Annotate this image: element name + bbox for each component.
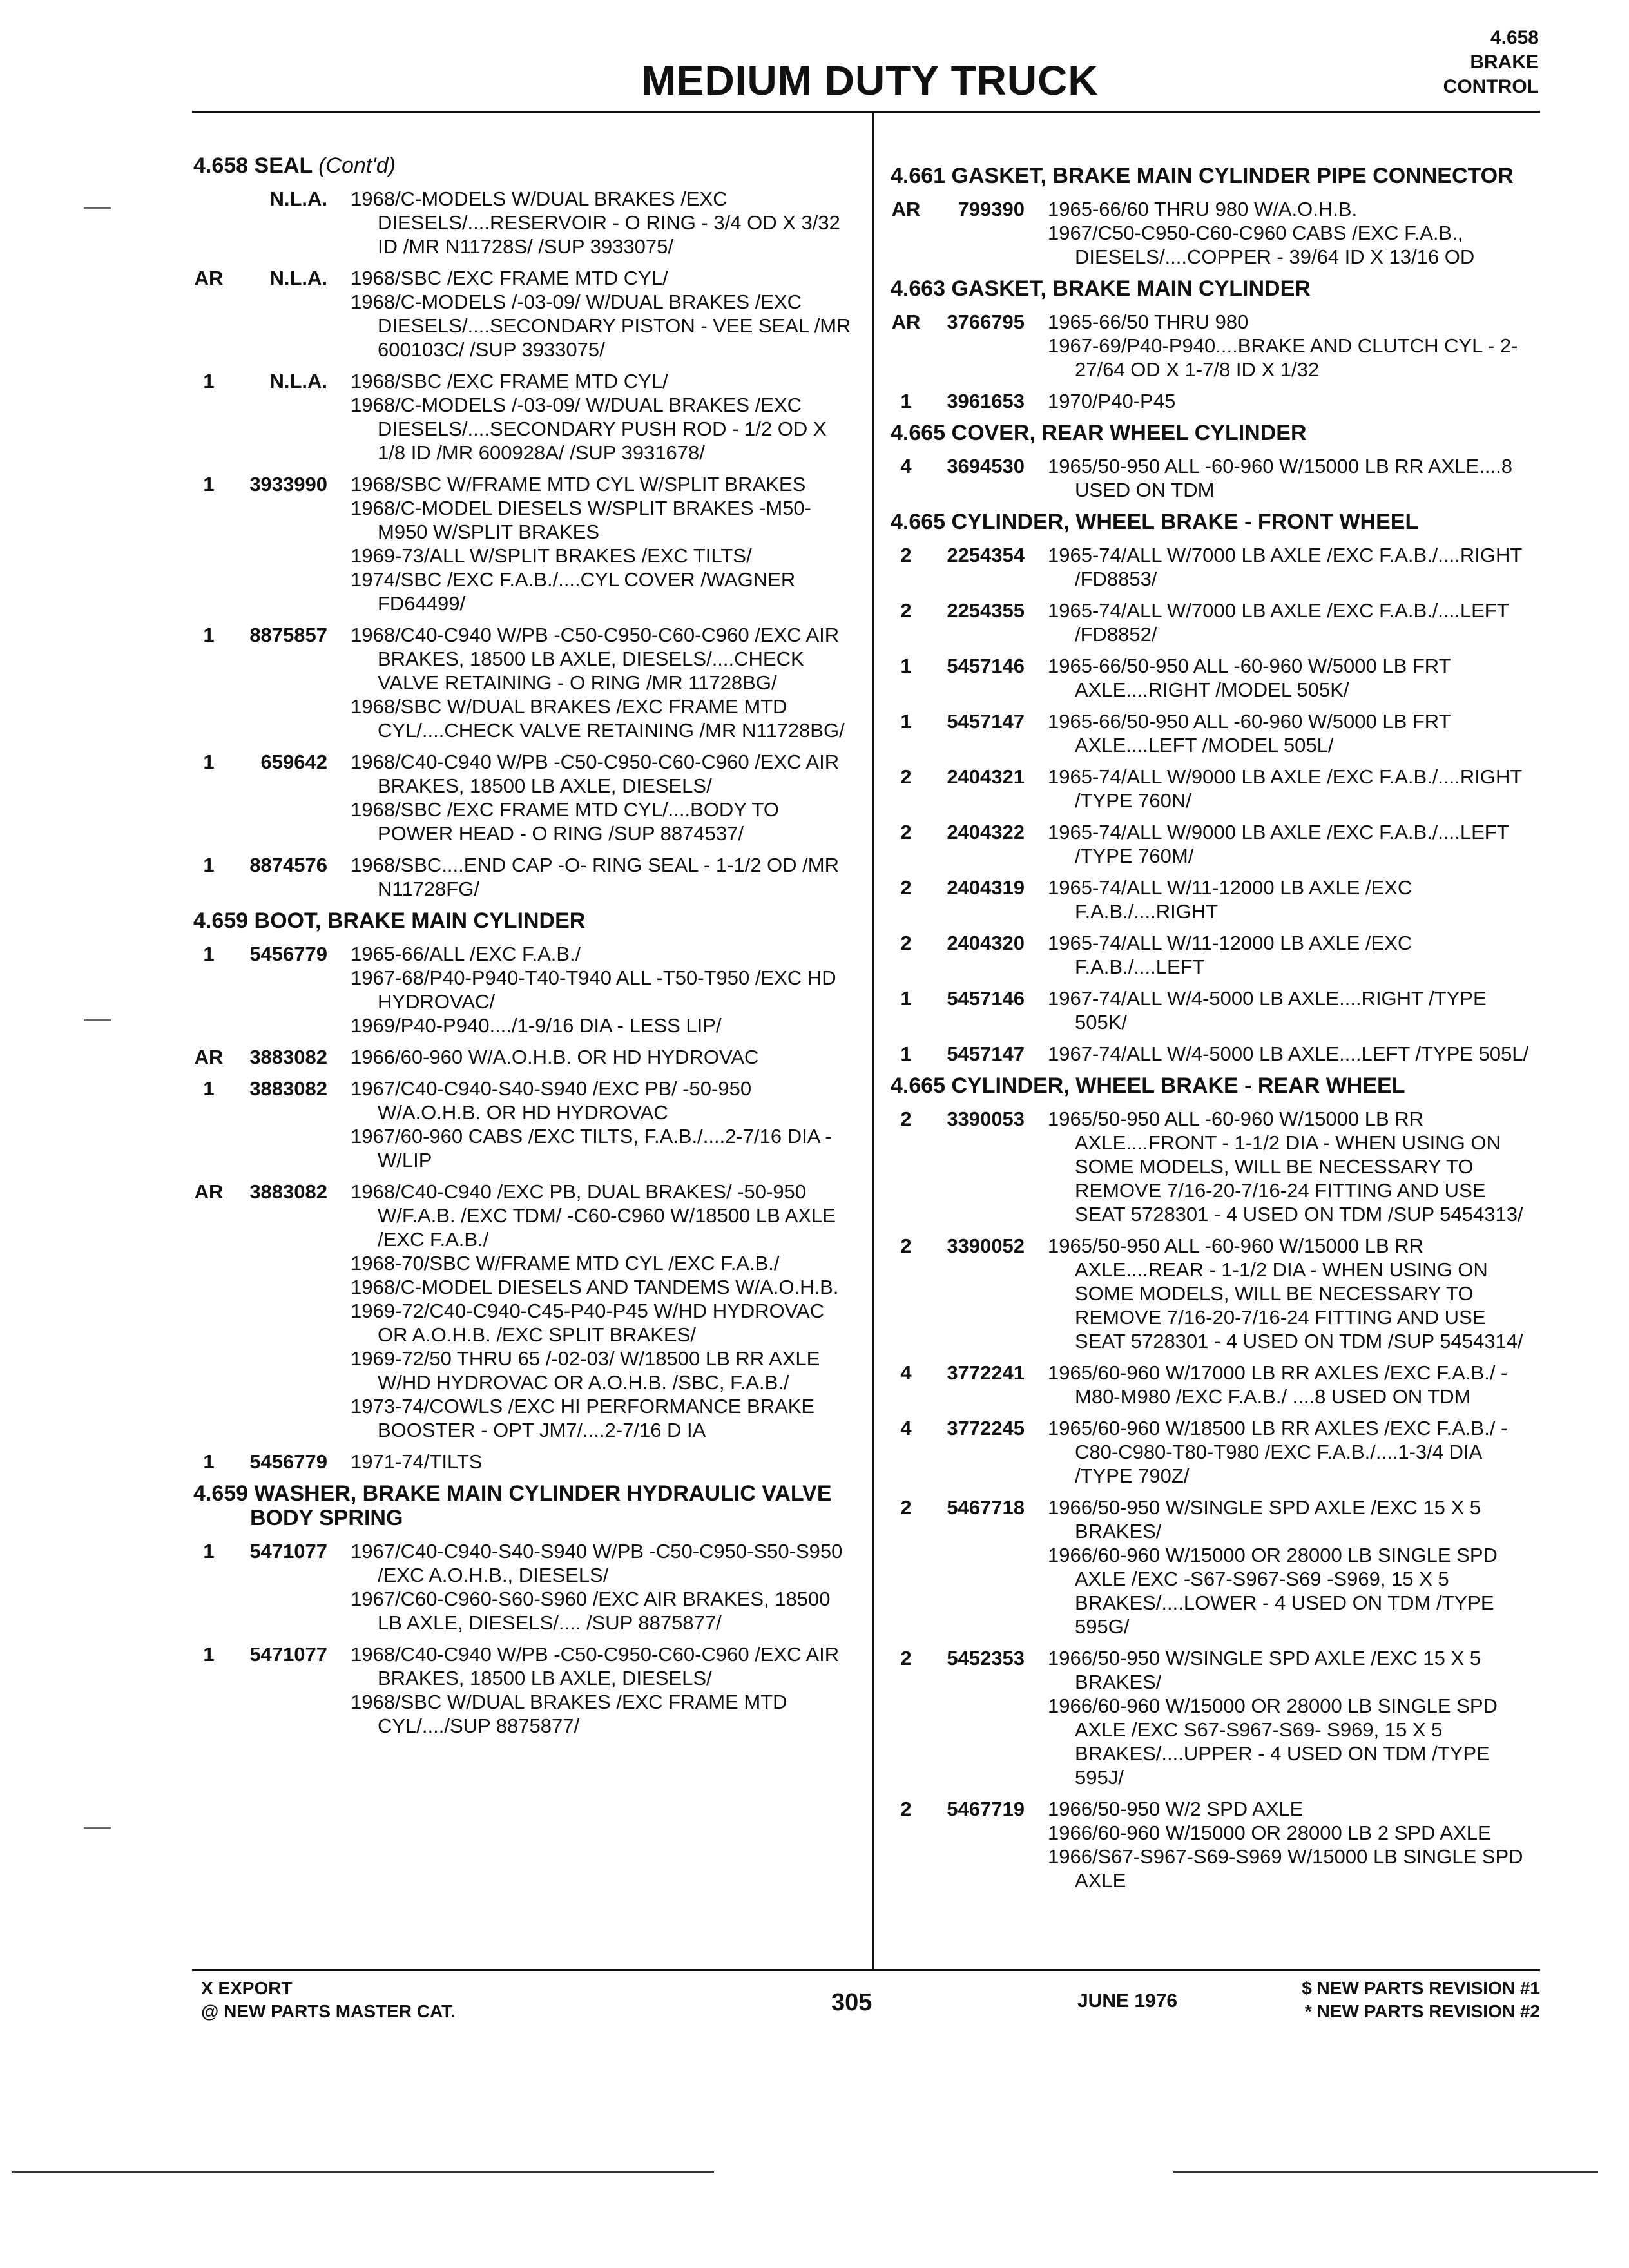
section-code: 4.661 — [891, 164, 946, 188]
application-line: 1965-74/ALL W/9000 LB AXLE /EXC F.A.B./....RIGHT /TYPE 760N/ — [1048, 765, 1522, 812]
part-entry — [891, 1416, 1541, 1488]
part-quantity: 1 — [203, 370, 215, 392]
application-line: 1968/C-MODEL DIESELS AND TANDEMS W/A.O.H.B. — [351, 1276, 839, 1298]
part-quantity: 2 — [900, 1798, 912, 1820]
part-quantity: 1 — [900, 987, 912, 1010]
application-line: 1968/SBC....END CAP -O- RING SEAL - 1-1/2 OD /MR N11728FG/ — [351, 854, 839, 900]
part-entry — [891, 765, 1541, 812]
part-quantity: 1 — [203, 473, 215, 495]
application-line: 1965-66/50-950 ALL -60-960 W/5000 LB FRT AXLE....RIGHT /MODEL 505K/ — [1048, 655, 1451, 701]
part-application — [1048, 197, 1541, 269]
application-line: 1967/60-960 CABS /EXC TILTS, F.A.B./....2-7/16 DIA - W/LIP — [351, 1125, 832, 1171]
column-divider — [872, 113, 874, 1970]
part-quantity: 2 — [900, 1235, 912, 1257]
part-quantity — [193, 187, 224, 258]
part-quantity: 1 — [900, 390, 912, 412]
application-line: 1965-66/50-950 ALL -60-960 W/5000 LB FRT AXLE....LEFT /MODEL 505L/ — [1048, 710, 1451, 756]
application-line: 1965-74/ALL W/7000 LB AXLE /EXC F.A.B./....LEFT /FD8852/ — [1048, 599, 1509, 646]
legend-revision-2: * NEW PARTS REVISION #2 — [1304, 2001, 1540, 2021]
application-line: 1965/60-960 W/17000 LB RR AXLES /EXC F.A.B./ -M80-M980 /EXC F.A.B./ ....8 USED ON TDM — [1048, 1361, 1508, 1408]
application-line: 1965/50-950 ALL -60-960 W/15000 LB RR AXLE....REAR - 1-1/2 DIA - WHEN USING ON SOME MODELS, WILL BE NECESSARY TO REMOVE 7/16-20-7/16-24 FITTING AND USE SEAT 5728301 - 4 USED ON TDM /SUP 5454314/ — [1048, 1235, 1523, 1352]
part-application — [351, 369, 857, 465]
application-line: 1974/SBC /EXC F.A.B./....CYL COVER /WAGNER FD64499/ — [351, 568, 796, 615]
section-code: 4.665 — [891, 421, 946, 445]
part-entry — [891, 1361, 1541, 1408]
application-line: 1968/C-MODEL DIESELS W/SPLIT BRAKES -M50-M950 W/SPLIT BRAKES — [351, 497, 811, 543]
part-application — [1048, 931, 1541, 979]
part-quantity: 1 — [900, 1043, 912, 1065]
margin-mark — [84, 1827, 111, 1829]
part-quantity: 1 — [203, 1450, 215, 1473]
application-line: 1969-73/ALL W/SPLIT BRAKES /EXC TILTS/ — [351, 544, 752, 567]
margin-mark — [84, 1019, 111, 1021]
part-number: 8874576 — [249, 854, 327, 876]
part-entry — [891, 310, 1541, 381]
part-quantity: AR — [194, 267, 224, 289]
part-entry — [193, 623, 857, 742]
part-application — [351, 1045, 857, 1069]
part-number: 5471077 — [249, 1643, 327, 1666]
margin-mark — [84, 207, 111, 209]
part-number: 5457146 — [947, 987, 1025, 1010]
application-line: 1966/S67-S967-S69-S969 W/15000 LB SINGLE SPD AXLE — [1048, 1845, 1523, 1892]
part-application — [1048, 1495, 1541, 1639]
application-line: 1967-74/ALL W/4-5000 LB AXLE....RIGHT /TYPE 505K/ — [1048, 987, 1487, 1033]
part-number: N.L.A. — [269, 187, 327, 210]
part-number: 5452353 — [947, 1647, 1025, 1669]
section-continued: (Cont'd) — [318, 153, 396, 178]
application-line: 1965-74/ALL W/7000 LB AXLE /EXC F.A.B./....RIGHT /FD8853/ — [1048, 544, 1522, 590]
part-application — [351, 1450, 857, 1474]
application-line: 1966/50-950 W/SINGLE SPD AXLE /EXC 15 X 5 BRAKES/ — [1048, 1496, 1481, 1542]
part-quantity: 2 — [900, 599, 912, 622]
part-number: 5457147 — [947, 710, 1025, 733]
part-application — [351, 1077, 857, 1172]
part-quantity: 1 — [203, 854, 215, 876]
publication-date: JUNE 1976 — [1077, 1990, 1178, 2012]
part-quantity: AR — [194, 1046, 224, 1068]
part-number: 3390052 — [947, 1235, 1025, 1257]
part-entry — [193, 1450, 857, 1474]
scan-edge-line — [1173, 2171, 1598, 2173]
application-line: 1968/SBC /EXC FRAME MTD CYL/ — [351, 370, 668, 392]
part-application — [1048, 820, 1541, 868]
application-line: 1966/50-950 W/2 SPD AXLE — [1048, 1798, 1304, 1820]
part-quantity: 1 — [203, 943, 215, 965]
page-number: 305 — [831, 1989, 872, 2016]
application-line: 1965-74/ALL W/11-12000 LB AXLE /EXC F.A.B./....RIGHT — [1048, 876, 1412, 923]
part-entry — [891, 1797, 1541, 1892]
part-quantity: 1 — [900, 655, 912, 677]
application-line: 1965-74/ALL W/9000 LB AXLE /EXC F.A.B./....LEFT /TYPE 760M/ — [1048, 821, 1509, 867]
part-entry — [193, 1642, 857, 1738]
part-quantity: 1 — [203, 1077, 215, 1100]
part-application — [351, 187, 857, 258]
part-application — [351, 942, 857, 1037]
part-number: 3772245 — [947, 1417, 1025, 1439]
section-title: CYLINDER, WHEEL BRAKE - REAR WHEEL — [951, 1073, 1405, 1098]
application-line: 1966/60-960 W/15000 OR 28000 LB SINGLE SPD AXLE /EXC S67-S967-S69- S969, 15 X 5 BRAKES/....UPPER - 4 USED ON TDM /TYPE 595J/ — [1048, 1695, 1498, 1789]
application-line: 1966/60-960 W/A.O.H.B. OR HD HYDROVAC — [351, 1046, 759, 1068]
header-rule — [192, 111, 1540, 113]
application-line: 1968/C40-C940 W/PB -C50-C950-C60-C960 /EXC AIR BRAKES, 18500 LB AXLE, DIESELS/ — [351, 751, 840, 797]
section-heading — [193, 908, 857, 933]
application-line: 1965/50-950 ALL -60-960 W/15000 LB RR AXLE....8 USED ON TDM — [1048, 455, 1512, 501]
part-application — [1048, 599, 1541, 646]
application-line: 1971-74/TILTS — [351, 1450, 483, 1473]
section-number: 4.658 — [1490, 27, 1539, 48]
section-title: CYLINDER, WHEEL BRAKE - FRONT WHEEL — [951, 510, 1419, 534]
left-column — [193, 148, 857, 1745]
application-line: 1967-69/P40-P940....BRAKE AND CLUTCH CYL - 2-27/64 OD X 1-7/8 ID X 1/32 — [1048, 334, 1518, 381]
application-line: 1968/SBC W/DUAL BRAKES /EXC FRAME MTD CYL/....CHECK VALVE RETAINING /MR N11728BG/ — [351, 695, 845, 742]
application-line: 1967/C40-C940-S40-S940 W/PB -C50-C950-S50-S950 /EXC A.O.H.B., DIESELS/ — [351, 1540, 843, 1586]
part-application — [1048, 1361, 1541, 1408]
part-entry — [891, 654, 1541, 702]
part-number: 3766795 — [947, 311, 1025, 333]
section-heading — [891, 1073, 1541, 1098]
part-application — [1048, 1042, 1541, 1066]
part-entry — [891, 1646, 1541, 1789]
part-application — [1048, 986, 1541, 1034]
application-line: 1968/C40-C940 /EXC PB, DUAL BRAKES/ -50-950 W/F.A.B. /EXC TDM/ -C60-C960 W/18500 LB AXLE /EXC F.A.B./ — [351, 1180, 836, 1251]
application-line: 1967/C50-C950-C60-C960 CABS /EXC F.A.B., DIESELS/....COPPER - 39/64 ID X 13/16 OD — [1048, 222, 1475, 268]
page-title: MEDIUM DUTY TRUCK — [641, 57, 1099, 104]
section-heading — [891, 421, 1541, 445]
part-quantity: 2 — [900, 932, 912, 954]
section-reference — [1443, 26, 1539, 99]
legend-export: X EXPORT — [201, 1978, 293, 1998]
application-line: 1965/60-960 W/18500 LB RR AXLES /EXC F.A.B./ -C80-C980-T80-T980 /EXC F.A.B./....1-3/4 DIA /TYPE 790Z/ — [1048, 1417, 1508, 1487]
part-quantity: 1 — [203, 751, 215, 773]
application-line: 1968/C40-C940 W/PB -C50-C950-C60-C960 /EXC AIR BRAKES, 18500 LB AXLE, DIESELS/....CHECK VALVE RETAINING - O RING /MR 11728BG/ — [351, 624, 840, 694]
application-line: 1965-74/ALL W/11-12000 LB AXLE /EXC F.A.B./....LEFT — [1048, 932, 1412, 978]
part-entry — [891, 1234, 1541, 1353]
part-number: 3772241 — [947, 1361, 1025, 1384]
part-application — [1048, 389, 1541, 413]
part-quantity: AR — [891, 198, 921, 220]
application-line: 1965-66/ALL /EXC F.A.B./ — [351, 943, 581, 965]
part-number: 2254354 — [947, 544, 1025, 566]
part-entry — [193, 1077, 857, 1172]
part-application — [1048, 310, 1541, 381]
part-quantity: AR — [891, 311, 921, 333]
application-line: 1967-68/P40-P940-T40-T940 ALL -T50-T950 /EXC HD HYDROVAC/ — [351, 966, 836, 1013]
application-line: 1966/60-960 W/15000 OR 28000 LB 2 SPD AXLE — [1048, 1821, 1491, 1844]
part-entry — [891, 1107, 1541, 1226]
part-entry — [891, 454, 1541, 502]
part-quantity: 2 — [900, 544, 912, 566]
section-code: 4.665 — [891, 1073, 946, 1098]
part-application — [351, 750, 857, 845]
part-quantity: 1 — [900, 710, 912, 733]
part-number: 659642 — [260, 751, 327, 773]
section-line-1: BRAKE — [1470, 52, 1539, 73]
part-entry — [891, 389, 1541, 413]
section-code: 4.665 — [891, 510, 946, 534]
section-code: 4.658 — [193, 153, 249, 178]
part-number: 3933990 — [249, 473, 327, 495]
part-application — [351, 623, 857, 742]
part-number: 799390 — [958, 198, 1025, 220]
section-heading — [891, 510, 1541, 534]
section-heading — [193, 153, 857, 178]
part-quantity: 2 — [900, 1108, 912, 1130]
application-line: 1970/P40-P45 — [1048, 390, 1176, 412]
application-line: 1966/60-960 W/15000 OR 28000 LB SINGLE SPD AXLE /EXC -S67-S967-S69 -S969, 15 X 5 BRAKES/....LOWER - 4 USED ON TDM /TYPE 595G/ — [1048, 1544, 1498, 1638]
part-number: N.L.A. — [269, 267, 327, 289]
part-number: 2404321 — [947, 765, 1025, 788]
part-quantity: 1 — [203, 1540, 215, 1562]
part-entry — [193, 1539, 857, 1635]
part-application — [351, 1539, 857, 1635]
part-application — [1048, 454, 1541, 502]
part-quantity: 4 — [900, 1361, 912, 1384]
legend-revision-1: $ NEW PARTS REVISION #1 — [1302, 1978, 1540, 1998]
section-title: BOOT, BRAKE MAIN CYLINDER — [254, 908, 586, 933]
application-line: 1973-74/COWLS /EXC HI PERFORMANCE BRAKE BOOSTER - OPT JM7/....2-7/16 D IA — [351, 1395, 815, 1441]
part-number: 2404320 — [947, 932, 1025, 954]
part-quantity: 4 — [900, 1417, 912, 1439]
part-entry — [891, 986, 1541, 1034]
part-quantity: 2 — [900, 876, 912, 899]
application-line: 1968-70/SBC W/FRAME MTD CYL /EXC F.A.B./ — [351, 1252, 780, 1274]
part-number: 2254355 — [947, 599, 1025, 622]
part-entry — [193, 853, 857, 901]
part-number: N.L.A. — [269, 370, 327, 392]
part-application — [1048, 1107, 1541, 1226]
application-line: 1968/C-MODELS /-03-09/ W/DUAL BRAKES /EXC DIESELS/....SECONDARY PISTON - VEE SEAL /MR 600103C/ /SUP 3933075/ — [351, 291, 851, 361]
application-line: 1968/SBC W/FRAME MTD CYL W/SPLIT BRAKES — [351, 473, 806, 495]
application-line: 1969/P40-P940..../1-9/16 DIA - LESS LIP/ — [351, 1014, 722, 1037]
part-quantity: 1 — [203, 624, 215, 646]
part-quantity: 4 — [900, 455, 912, 477]
footer-rule — [192, 1969, 1540, 1971]
part-application — [351, 1642, 857, 1738]
part-number: 2404319 — [947, 876, 1025, 899]
part-application — [1048, 709, 1541, 757]
part-application — [1048, 543, 1541, 591]
part-number: 3961653 — [947, 390, 1025, 412]
section-title: SEAL — [254, 153, 313, 178]
part-entry — [891, 820, 1541, 868]
part-application — [1048, 1234, 1541, 1353]
part-entry — [891, 931, 1541, 979]
part-number: 8875857 — [249, 624, 327, 646]
part-entry — [193, 266, 857, 361]
part-entry — [193, 942, 857, 1037]
section-title: GASKET, BRAKE MAIN CYLINDER PIPE CONNECTOR — [951, 164, 1514, 188]
section-line-2: CONTROL — [1443, 76, 1539, 97]
part-application — [351, 1180, 857, 1442]
part-entry — [193, 1180, 857, 1442]
part-application — [351, 853, 857, 901]
application-line: 1967/C40-C940-S40-S940 /EXC PB/ -50-950 W/A.O.H.B. OR HD HYDROVAC — [351, 1077, 752, 1124]
part-entry — [891, 197, 1541, 269]
part-number: 3883082 — [249, 1046, 327, 1068]
application-line: 1965/50-950 ALL -60-960 W/15000 LB RR AXLE....FRONT - 1-1/2 DIA - WHEN USING ON SOME MODELS, WILL BE NECESSARY TO REMOVE 7/16-20-7/16-24 FITTING AND USE SEAT 5728301 - 4 USED ON TDM /SUP 5454313/ — [1048, 1108, 1523, 1225]
part-application — [1048, 876, 1541, 923]
part-entry — [891, 876, 1541, 923]
part-number: 5467719 — [947, 1798, 1025, 1820]
part-number: 5467718 — [947, 1496, 1025, 1519]
part-quantity: 1 — [203, 1643, 215, 1666]
part-entry — [891, 599, 1541, 646]
application-line: 1969-72/50 THRU 65 /-02-03/ W/18500 LB RR AXLE W/HD HYDROVAC OR A.O.H.B. /SBC, F.A.B./ — [351, 1347, 820, 1394]
part-number: 2404322 — [947, 821, 1025, 843]
footer-legend-left — [201, 1977, 456, 2023]
application-line: 1969-72/C40-C940-C45-P40-P45 W/HD HYDROVAC OR A.O.H.B. /EXC SPLIT BRAKES/ — [351, 1300, 825, 1346]
scan-edge-line — [12, 2171, 714, 2173]
section-heading — [891, 276, 1541, 301]
application-line: 1968/SBC W/DUAL BRAKES /EXC FRAME MTD CYL/..../SUP 8875877/ — [351, 1691, 787, 1737]
application-line: 1966/50-950 W/SINGLE SPD AXLE /EXC 15 X 5 BRAKES/ — [1048, 1647, 1481, 1693]
section-title: GASKET, BRAKE MAIN CYLINDER — [951, 276, 1311, 301]
application-line: 1968/SBC /EXC FRAME MTD CYL/....BODY TO POWER HEAD - O RING /SUP 8874537/ — [351, 798, 779, 845]
part-quantity: 2 — [900, 821, 912, 843]
application-line: 1967/C60-C960-S60-S960 /EXC AIR BRAKES, 18500 LB AXLE, DIESELS/.... /SUP 8875877/ — [351, 1588, 831, 1634]
part-quantity: 2 — [900, 1647, 912, 1669]
part-entry — [193, 472, 857, 615]
legend-master-cat: @ NEW PARTS MASTER CAT. — [201, 2001, 456, 2021]
part-quantity: AR — [194, 1180, 224, 1203]
part-quantity: 2 — [900, 1496, 912, 1519]
part-application — [1048, 765, 1541, 812]
application-line: 1965-66/60 THRU 980 W/A.O.H.B. — [1048, 198, 1358, 220]
application-line: 1965-66/50 THRU 980 — [1048, 311, 1249, 333]
part-entry — [193, 1045, 857, 1069]
part-number: 5457146 — [947, 655, 1025, 677]
application-line: 1968/C-MODELS /-03-09/ W/DUAL BRAKES /EXC DIESELS/....SECONDARY PUSH ROD - 1/2 OD X 1/8 ID /MR 600928A/ /SUP 3931678/ — [351, 394, 827, 464]
part-application — [1048, 1646, 1541, 1789]
part-application — [1048, 654, 1541, 702]
section-heading — [891, 164, 1541, 188]
application-line: 1968/C40-C940 W/PB -C50-C950-C60-C960 /EXC AIR BRAKES, 18500 LB AXLE, DIESELS/ — [351, 1643, 840, 1689]
part-entry — [193, 369, 857, 465]
part-number: 3694530 — [947, 455, 1025, 477]
part-application — [1048, 1797, 1541, 1892]
part-number: 3883082 — [249, 1077, 327, 1100]
section-code: 4.659 — [193, 908, 249, 933]
part-entry — [891, 543, 1541, 591]
part-application — [1048, 1416, 1541, 1488]
part-quantity: 2 — [900, 765, 912, 788]
section-code: 4.663 — [891, 276, 946, 301]
part-number: 5457147 — [947, 1043, 1025, 1065]
section-heading — [193, 1481, 857, 1530]
right-column — [891, 159, 1541, 1900]
part-number: 5456779 — [249, 1450, 327, 1473]
application-line: 1968/SBC /EXC FRAME MTD CYL/ — [351, 267, 668, 289]
part-application — [351, 472, 857, 615]
application-line: 1968/C-MODELS W/DUAL BRAKES /EXC DIESELS/....RESERVOIR - O RING - 3/4 OD X 3/32 ID /MR N11728S/ /SUP 3933075/ — [351, 187, 840, 258]
part-entry — [891, 1042, 1541, 1066]
section-title: WASHER, BRAKE MAIN CYLINDER HYDRAULIC VALVE BODY SPRING — [250, 1481, 832, 1530]
part-application — [351, 266, 857, 361]
part-number: 5456779 — [249, 943, 327, 965]
part-number: 3390053 — [947, 1108, 1025, 1130]
footer-legend-right — [1302, 1977, 1540, 2023]
section-title: COVER, REAR WHEEL CYLINDER — [951, 421, 1307, 445]
part-number: 5471077 — [249, 1540, 327, 1562]
part-entry — [891, 709, 1541, 757]
application-line: 1967-74/ALL W/4-5000 LB AXLE....LEFT /TYPE 505L/ — [1048, 1043, 1529, 1065]
section-code: 4.659 — [193, 1481, 249, 1506]
part-entry — [193, 187, 857, 258]
part-number: 3883082 — [249, 1180, 327, 1203]
part-entry — [891, 1495, 1541, 1639]
part-entry — [193, 750, 857, 845]
